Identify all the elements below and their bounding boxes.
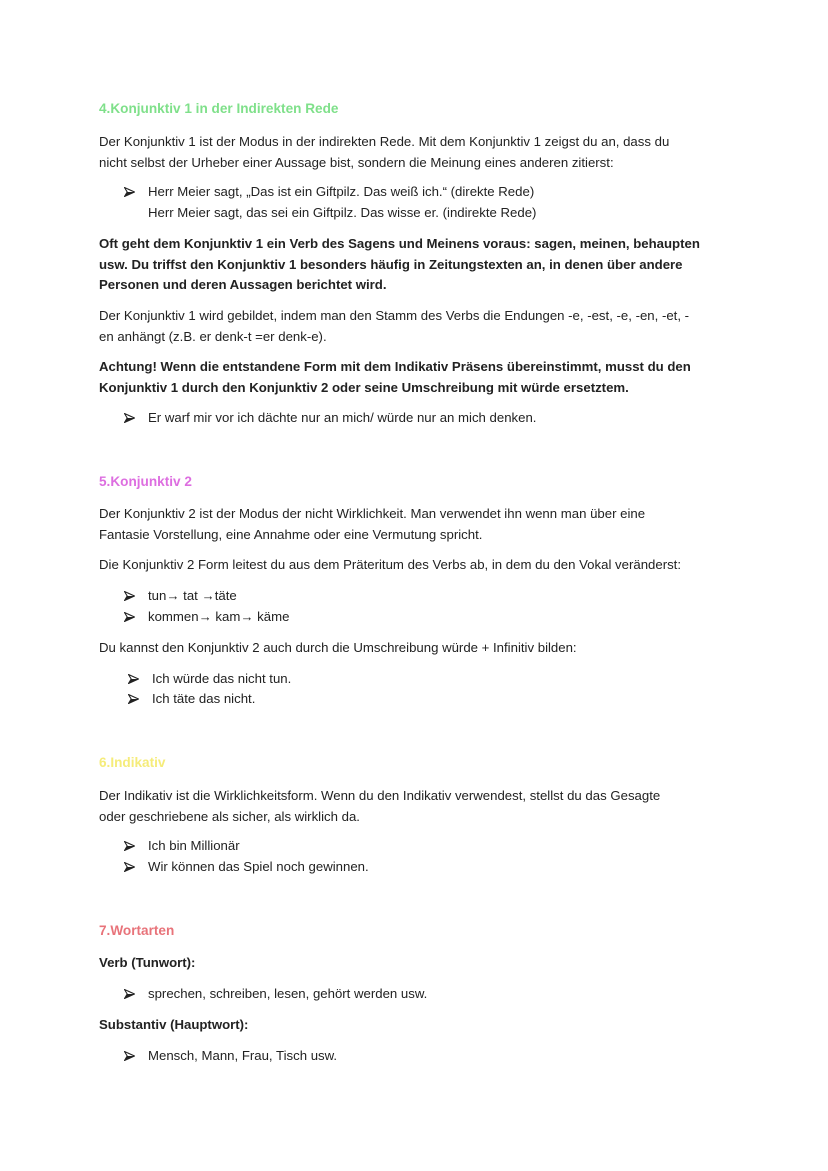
bullet-text: Ich würde das nicht tun. [152,671,292,686]
section-4-paragraph-3 [99,306,739,347]
text-line: Personen und deren Aussagen berichtet wird. [99,277,387,292]
text-line: usw. Du triffst den Konjunktiv 1 besonders häufig in Zeitungstexten an, in denen über andere [99,256,683,272]
bullet-text: sprechen, schreiben, lesen, gehört werden usw. [148,986,428,1001]
section-5-paragraph-2 [99,555,739,576]
text-line: Der Indikativ ist die Wirklichkeitsform. Wenn du den Indikativ verwendest, stellst du das Gesagte [99,788,661,803]
section-6-heading: 6.Indikativ [99,755,166,770]
text-line: en anhängt (z.B. er denk-t =er denk-e). [99,328,327,344]
section-7-heading: 7.Wortarten [99,923,175,938]
text-line: oder geschriebene als sicher, als wirklich da. [99,808,360,824]
text-line: Die Konjunktiv 2 Form leitest du aus dem Präteritum des Verbs ab, in dem du den Vokal veränderst: [99,557,682,572]
section-4-paragraph-4 [99,357,739,398]
section-5-heading: 5.Konjunktiv 2 [99,474,192,489]
bullet-item [124,836,240,857]
section-5-paragraph-1 [99,504,739,545]
arrowhead-bullet-icon [128,689,152,710]
verb-label [99,953,739,974]
text-line: Der Konjunktiv 2 ist der Modus der nicht Wirklichkeit. Man verwendet ihn wenn man über eine [99,506,646,521]
arrowhead-bullet-icon [124,607,148,628]
text-line: Der Konjunktiv 1 ist der Modus in der indirekten Rede. Mit dem Konjunktiv 1 zeigst du an, dass du [99,134,670,149]
bullet-text: Mensch, Mann, Frau, Tisch usw. [148,1048,338,1063]
bullet-item [124,586,237,607]
text-line: Achtung! Wenn die entstandene Form mit dem Indikativ Präsens übereinstimmt, musst du den [99,359,691,374]
section-4-heading: 4.Konjunktiv 1 in der Indirekten Rede [99,101,339,116]
arrowhead-bullet-icon [124,1046,148,1067]
text-line: Konjunktiv 1 durch den Konjunktiv 2 oder seine Umschreibung mit würde ersetztem. [99,379,629,395]
arrowhead-bullet-icon [124,984,148,1005]
bullet-item [128,689,255,710]
bullet-item [128,669,291,690]
arrowhead-bullet-icon [124,836,148,857]
bullet-item [124,182,534,203]
text-line: Oft geht dem Konjunktiv 1 ein Verb des Sagens und Meinens voraus: sagen, meinen, behaupten [99,236,700,251]
bullet-item [124,984,427,1005]
bullet-item [124,607,289,628]
bullet-item [124,857,369,878]
bullet-text: Wir können das Spiel noch gewinnen. [148,859,369,874]
arrowhead-bullet-icon [124,182,148,203]
arrowhead-bullet-icon [124,857,148,878]
text-line: nicht selbst der Urheber einer Aussage bist, sondern die Meinung eines anderen zitierst: [99,154,614,170]
bullet-text: Er warf mir vor ich dächte nur an mich/ würde nur an mich denken. [148,410,537,425]
arrowhead-bullet-icon [124,586,148,607]
bullet-text: Ich täte das nicht. [152,691,256,706]
section-4-paragraph-2 [99,234,739,296]
text-line: Du kannst den Konjunktiv 2 auch durch die Umschreibung würde + Infinitiv bilden: [99,640,577,655]
bullet-continuation: Herr Meier sagt, das sei ein Giftpilz. Das wisse er. (indirekte Rede) [148,205,537,220]
noun-label [99,1015,739,1036]
text-line: Fantasie Vorstellung, eine Annahme oder eine Vermutung spricht. [99,526,483,542]
bullet-text: tun→ tat →täte [148,588,237,603]
bullet-text: Ich bin Millionär [148,838,240,853]
text-line: Substantiv (Hauptwort): [99,1017,249,1032]
bullet-text: kommen→ kam→ käme [148,609,290,624]
bullet-text: Herr Meier sagt, „Das ist ein Giftpilz. Das weiß ich.“ (direkte Rede) [148,184,535,199]
arrowhead-bullet-icon [124,408,148,429]
text-line: Der Konjunktiv 1 wird gebildet, indem man den Stamm des Verbs die Endungen -e, -est, -e, -en, -et, - [99,308,690,323]
section-4-paragraph-1 [99,132,739,173]
section-5-paragraph-3 [99,638,739,659]
bullet-item [124,408,536,429]
bullet-item [124,1046,337,1067]
arrowhead-bullet-icon [128,669,152,690]
text-line: Verb (Tunwort): [99,955,196,970]
section-6-paragraph-1 [99,786,739,827]
